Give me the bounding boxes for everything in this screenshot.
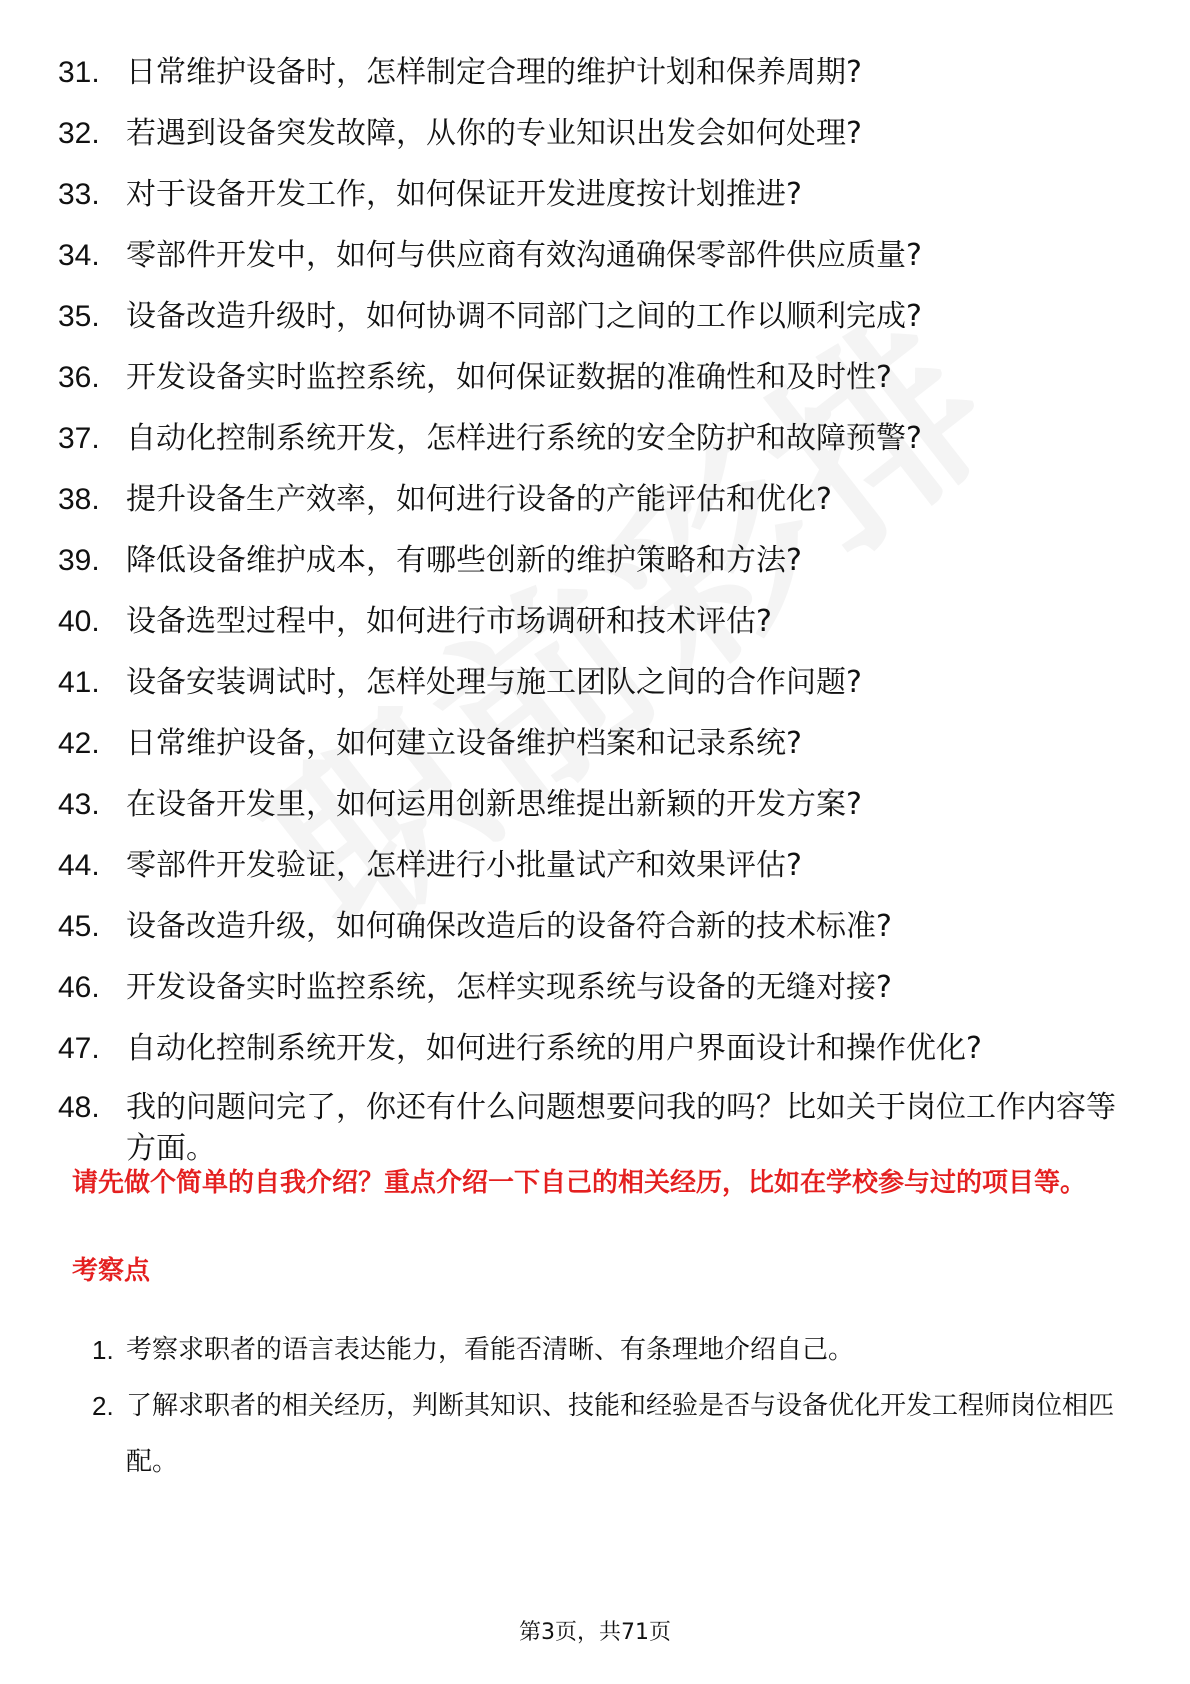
question-number: 31.: [58, 56, 100, 89]
question-text: 自动化控制系统开发，如何进行系统的用户界面设计和操作优化?: [126, 1031, 982, 1066]
question-text: 日常维护设备，如何建立设备维护档案和记录系统?: [126, 726, 802, 761]
question-text: 设备安装调试时，怎样处理与施工团队之间的合作问题?: [126, 665, 862, 700]
list-item: [58, 784, 1118, 825]
question-number: 41.: [58, 666, 100, 699]
question-number: 45.: [58, 910, 100, 943]
question-number: 32.: [58, 117, 100, 150]
list-item: [58, 845, 1118, 886]
list-item: [58, 113, 1118, 154]
question-number: 47.: [58, 1032, 100, 1065]
list-item: [58, 906, 1118, 947]
point-number: 1.: [92, 1335, 114, 1365]
question-number: 40.: [58, 605, 100, 638]
question-text: 零部件开发中，如何与供应商有效沟通确保零部件供应质量?: [126, 238, 922, 273]
question-number: 37.: [58, 422, 100, 455]
list-item: [58, 723, 1118, 764]
list-item: [58, 540, 1118, 581]
assessment-points: [92, 1322, 1122, 1490]
list-item: [58, 357, 1118, 398]
question-text: 自动化控制系统开发，怎样进行系统的安全防护和故障预警?: [126, 421, 922, 456]
question-list: [58, 52, 1118, 1187]
list-item: [58, 967, 1118, 1008]
list-item: [58, 174, 1118, 215]
question-text: 开发设备实时监控系统，怎样实现系统与设备的无缝对接?: [126, 970, 892, 1005]
question-text: 开发设备实时监控系统，如何保证数据的准确性和及时性?: [126, 360, 892, 395]
question-number: 33.: [58, 178, 100, 211]
question-text: 若遇到设备突发故障，从你的专业知识出发会如何处理?: [126, 116, 862, 151]
list-item: [58, 1028, 1118, 1069]
list-item: [92, 1378, 1122, 1490]
question-text: 设备选型过程中，如何进行市场调研和技术评估?: [126, 604, 772, 639]
question-number: 35.: [58, 300, 100, 333]
question-text: 设备改造升级，如何确保改造后的设备符合新的技术标准?: [126, 909, 892, 944]
page-footer: 第3页，共71页: [519, 1620, 671, 1645]
list-item: [58, 296, 1118, 337]
question-number: 39.: [58, 544, 100, 577]
question-text: 零部件开发验证，怎样进行小批量试产和效果评估?: [126, 848, 802, 883]
section-title: 考察点: [72, 1256, 151, 1286]
question-number: 38.: [58, 483, 100, 516]
question-number: 44.: [58, 849, 100, 882]
list-item: [58, 479, 1118, 520]
list-item: [58, 52, 1118, 93]
question-number: 36.: [58, 361, 100, 394]
list-item: [58, 235, 1118, 276]
list-item: [92, 1322, 1122, 1378]
question-number: 48.: [58, 1091, 100, 1124]
question-text: 提升设备生产效率，如何进行设备的产能评估和优化?: [126, 482, 832, 517]
list-item: [58, 1087, 1118, 1169]
highlight-question: 请先做个简单的自我介绍？重点介绍一下自己的相关经历，比如在学校参与过的项目等。: [72, 1168, 1087, 1198]
question-text: 日常维护设备时，怎样制定合理的维护计划和保养周期?: [126, 55, 862, 90]
question-number: 34.: [58, 239, 100, 272]
list-item: [58, 662, 1118, 703]
list-item: [58, 418, 1118, 459]
question-number: 43.: [58, 788, 100, 821]
question-text: 我的问题问完了，你还有什么问题想要问我的吗？比如关于岗位工作内容等方面。: [126, 1090, 1116, 1166]
point-text: 了解求职者的相关经历，判断其知识、技能和经验是否与设备优化开发工程师岗位相匹配。: [126, 1391, 1115, 1477]
point-number: 2.: [92, 1391, 114, 1421]
list-item: [58, 601, 1118, 642]
question-text: 降低设备维护成本，有哪些创新的维护策略和方法?: [126, 543, 802, 578]
question-text: 在设备开发里，如何运用创新思维提出新颖的开发方案?: [126, 787, 862, 822]
question-number: 46.: [58, 971, 100, 1004]
question-number: 42.: [58, 727, 100, 760]
question-text: 对于设备开发工作，如何保证开发进度按计划推进?: [126, 177, 802, 212]
point-text: 考察求职者的语言表达能力，看能否清晰、有条理地介绍自己。: [126, 1335, 855, 1365]
question-text: 设备改造升级时，如何协调不同部门之间的工作以顺利完成?: [126, 299, 922, 334]
